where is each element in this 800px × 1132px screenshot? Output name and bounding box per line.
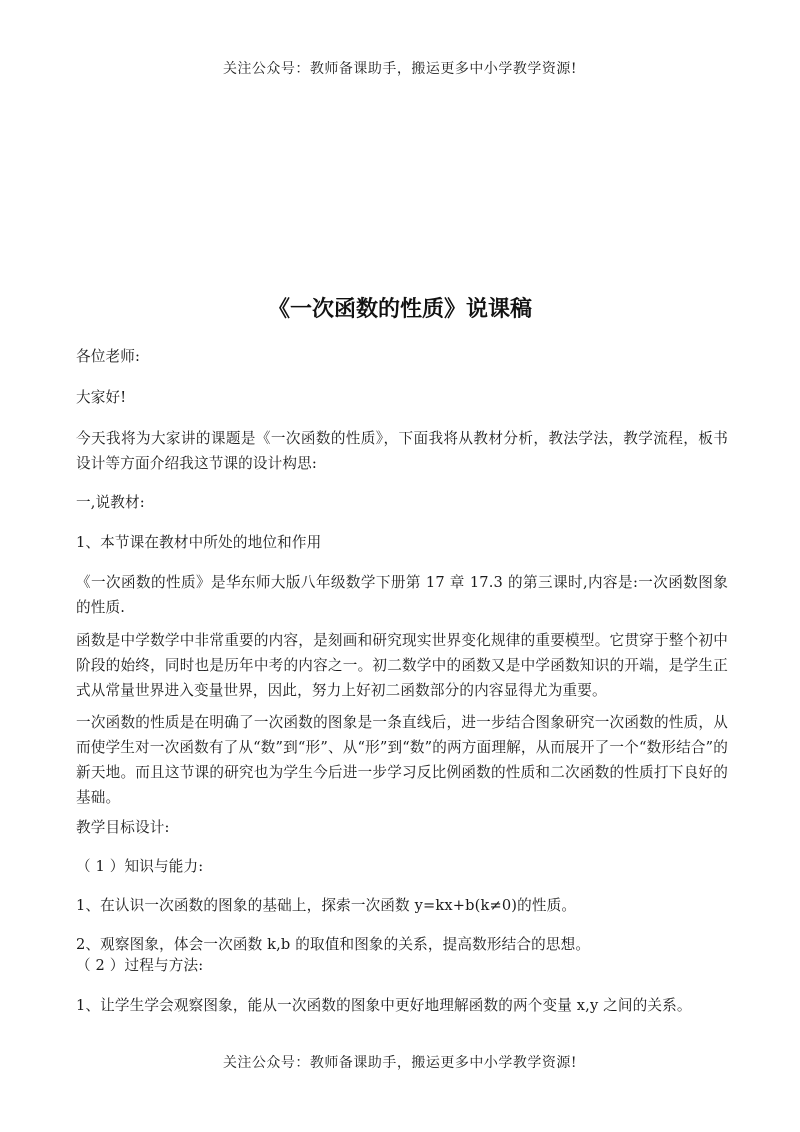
body-paragraph-function-importance: 函数是中学数学中非常重要的内容，是刻画和研究现实世界变化规律的重要模型。它贯穿于整个初中阶段的始终，同时也是历年中考的内容之一。初二数学中的函数又是中学函数知识的开端，是学生正式从常量世界进入变量世界，因此，努力上好初二函数部分的内容显得尤为重要。 (76, 632, 728, 699)
subsection-heading-knowledge: （ 1 ）知识与能力: (76, 858, 204, 875)
subsection-heading-process: （ 2 ）过程与方法: (76, 957, 204, 974)
greeting-paragraph: 各位老师: (76, 348, 141, 365)
document-title: 《一次函数的性质》说课稿 (267, 297, 532, 322)
objective-item-1: 1、在认识一次函数的图象的基础上，探索一次函数 y=kx+b(k≠0)的性质。 (76, 897, 577, 914)
process-item-1: 1、让学生学会观察图象，能从一次函数的图象中更好地理解函数的两个变量 x,y 之间的关系。 (76, 997, 692, 1014)
intro-paragraph: 今天我将为大家讲的课题是《一次函数的性质》，下面我将从教材分析，教法学法，教学流程，板书设计等方面介绍我这节课的设计构思: (76, 430, 728, 472)
page-header: 关注公众号：教师备课助手，搬运更多中小学教学资源! (222, 61, 578, 77)
body-paragraph-lesson-content: 《一次函数的性质》是华东师大版八年级数学下册第 17 章 17.3 的第三课时,内容是:一次函数图象的性质. (76, 574, 728, 616)
objective-item-2: 2、观察图象，体会一次函数 k,b 的取值和图象的关系，提高数形结合的思想。 (76, 936, 591, 953)
salutation-paragraph: 大家好! (76, 389, 127, 406)
body-paragraph-function-properties: 一次函数的性质是在明确了一次函数的图象是一条直线后，进一步结合图象研究一次函数的性质，从而使学生对一次函数有了从“数”到“形”、从“形”到“数”的两方面理解，从而展开了一个“数形结合”的新天地。而且这节课的研究也为学生今后进一步学习反比例函数的性质和二次函数的性质打下良好的基础。 (76, 714, 728, 806)
subsection-heading-role: 1、本节课在教材中所处的地位和作用 (76, 534, 322, 551)
page-footer: 关注公众号：教师备课助手，搬运更多中小学教学资源! (222, 1055, 578, 1071)
section-heading-objectives: 教学目标设计: (76, 819, 170, 836)
section-heading-textbook: 一,说教材: (76, 494, 145, 511)
